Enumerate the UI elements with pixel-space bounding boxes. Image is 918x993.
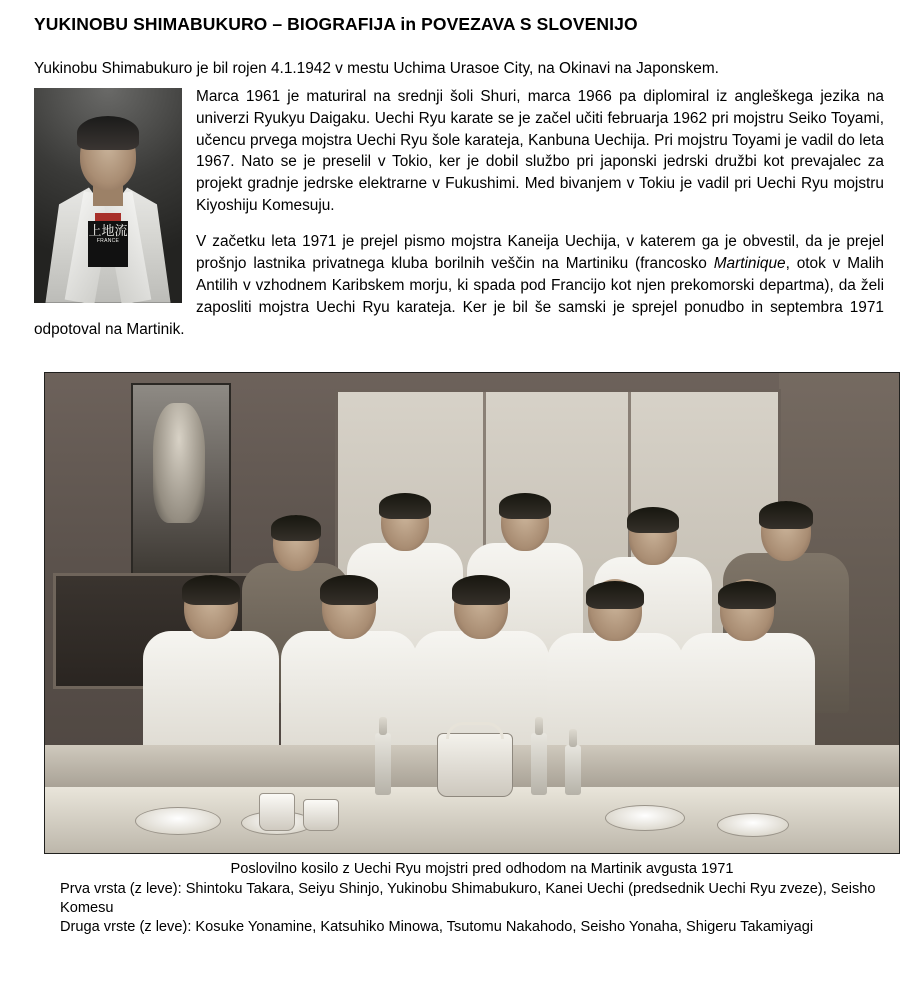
gi-kanji-patch xyxy=(88,221,128,267)
photo-person-hair xyxy=(379,493,431,519)
caption-line-back-row: Druga vrste (z leve): Kosuke Yonamine, Katsuhiko Minowa, Tsutomu Nakahodo, Seisho Yonaha, Shigeru Takamiyagi xyxy=(60,919,814,936)
photo-person-hair xyxy=(271,515,321,541)
caption-line-title: Poslovilno kosilo z Uechi Ryu mojstri pred odhodom na Martinik avgusta 1971 xyxy=(230,861,734,878)
photo-bottle xyxy=(565,745,581,795)
photo-bottle xyxy=(531,733,547,795)
photo-person-hair xyxy=(586,581,644,609)
paragraph-intro: Yukinobu Shimabukuro je bil rojen 4.1.1942 v mestu Uchima Urasoe City, na Okinavi na Japonskem. xyxy=(34,59,719,77)
gi-patch-subtext: FRANCE xyxy=(96,238,120,245)
portrait-hair xyxy=(77,116,139,150)
photo-person-hair xyxy=(320,575,378,605)
photo-person-hair xyxy=(627,507,679,533)
caption-line-front-row: Prva vrsta (z leve): Shintoku Takara, Seiyu Shinjo, Yukinobu Shimabukuro, Kanei Uechi (predsednik Uechi Ryu zveze), Seisho Komesu xyxy=(60,880,876,916)
paragraph-martinique-part1: V začetku leta 1971 je prejel pismo mojstra Kaneija Uechija, v katerem ga je obvestil, da je prejel prošnjo lastnika privatnega kluba borilnih veščin na Martiniku (francosko xyxy=(196,233,884,272)
photo-poster-figure xyxy=(153,403,205,523)
photo-person-hair xyxy=(499,493,551,519)
paragraph-martinique-emphasis: Martinique xyxy=(713,254,786,272)
photo-bottle xyxy=(375,733,391,795)
photo-caption xyxy=(54,860,910,937)
photo-person-hair xyxy=(718,581,776,609)
page-title: YUKINOBU SHIMABUKURO – BIOGRAFIJA in POVEZAVA S SLOVENIJO xyxy=(34,14,638,34)
paragraph-martinique-part2: , otok v Malih Antilih v vzhodnem Karibskem morju, ki spada pod Francijo kot njen prekomorski departma), da želi zaposliti mojstra Uechi Ryu karateja. Ker je bil še samski je sprejel ponudbo in septembra 1971 odpotoval na Martinik. xyxy=(34,254,884,338)
group-photo-uechi-ryu-masters-1971 xyxy=(44,372,900,854)
photo-person-hair xyxy=(452,575,510,605)
portrait-and-biography-block xyxy=(34,86,884,355)
paragraph-education-career: Marca 1961 je maturiral na srednji šoli Shuri, marca 1966 pa diplomiral iz angleškega jezika na univerzi Ryukyu Daigaku. Uechi Ryu karate se je začel učiti februarja 1962 pri mojstru Seiko Toyami, učencu prvega mojstra Uechi Ryu šole karateja, Kanbuna Uechija. Pri mojstru Toyami je vadil do leta 1967. Nato se je preselil v Tokio, ker je dobil službo pri japonski jedrski družbi kot prevajalec za projekt gradnje jedrske elektrarne v Fukushimi. Med bivanjem v Tokiu je vadil pri Uechi Ryu mojstru Kiyoshiju Komesuju. xyxy=(196,87,884,215)
photo-cup xyxy=(259,793,295,831)
portrait-red-emblem xyxy=(95,213,121,221)
gi-patch-kanji: 上地流 xyxy=(88,222,128,238)
group-photo-figure xyxy=(44,372,900,937)
photo-person-hair xyxy=(759,501,813,529)
photo-person-hair xyxy=(182,575,240,605)
photo-wall-poster xyxy=(131,383,231,587)
photo-cup xyxy=(303,799,339,831)
photo-kettle xyxy=(437,733,513,797)
portrait-photo-yukinobu-shimabukuro xyxy=(34,88,182,303)
